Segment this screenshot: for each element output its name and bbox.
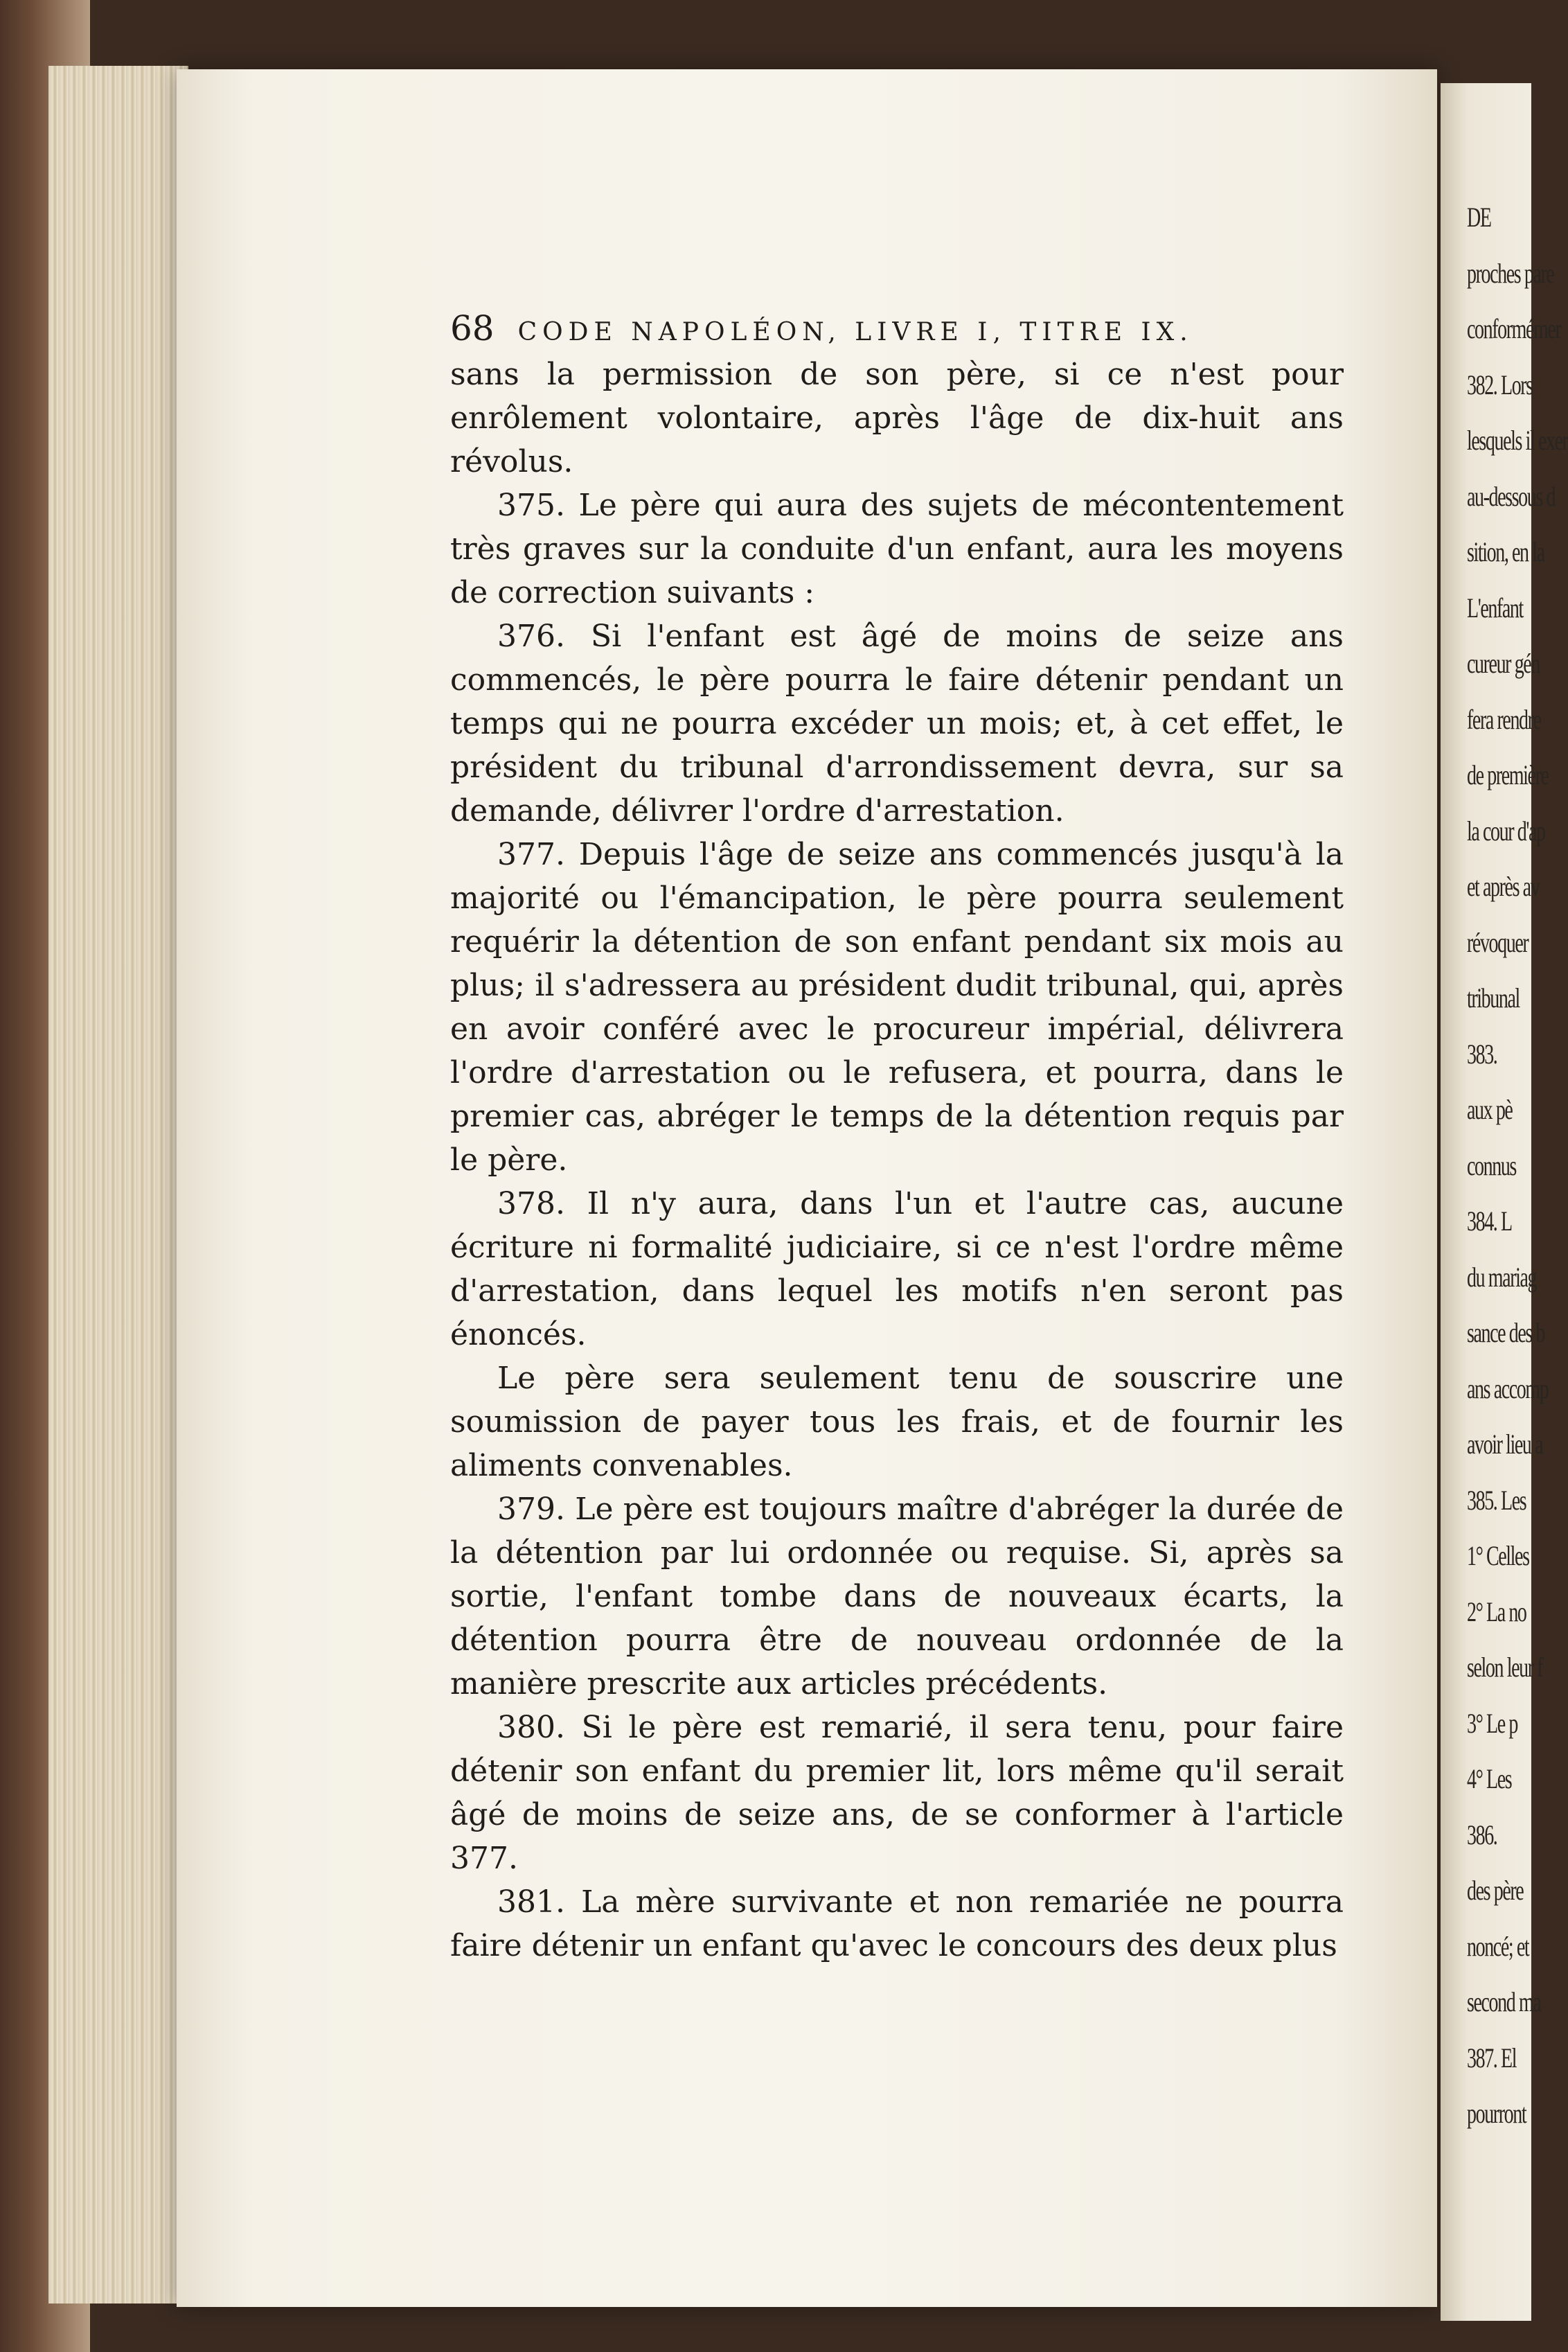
next-page-fragment: du mariag	[1467, 1261, 1537, 1293]
paragraph: Le père sera seulement tenu de souscrire une soumission de payer tous les frais, et de fournir les aliments convenables.	[450, 1361, 1344, 1483]
next-page-fragment: DE	[1467, 202, 1491, 233]
next-page-edge	[1441, 83, 1568, 2321]
next-page-fragment: et après av	[1467, 871, 1540, 902]
next-page-fragment: révoquer	[1467, 926, 1529, 958]
next-page-fragment: second ma	[1467, 1986, 1541, 2017]
page-content	[450, 308, 1344, 1968]
article-379: 379. Le père est toujours maître d'abréger la durée de la détention par lui ordonnée ou requise. Si, après sa sortie, l'enfant tombe dans de nouveaux écarts, la détention pourra être de nouveau ordonnée de la manière prescrite aux articles précédents.	[450, 1492, 1344, 1701]
next-page-fragment: 382. Lors	[1467, 369, 1533, 400]
paragraph: sans la permission de son père, si ce n'est pour enrôlement volontaire, après l'âge de dix-huit ans révolus.	[450, 357, 1344, 479]
next-page-fragment: 386.	[1467, 1819, 1497, 1850]
next-page-fragment: tribunal	[1467, 982, 1520, 1014]
next-page-fragment: conformémer	[1467, 313, 1561, 344]
next-page-fragment: 385. Les	[1467, 1484, 1526, 1516]
next-page-fragment: L'enfant	[1467, 592, 1523, 624]
article-375: 375. Le père qui aura des sujets de mécontentement très graves sur la conduite d'un enfant, aura les moyens de correction suivants :	[450, 488, 1344, 610]
next-page-fragment: de première	[1467, 759, 1549, 790]
article-380: 380. Si le père est remarié, il sera tenu, pour faire détenir son enfant du premier lit, lors même qu'il serait âgé de moins de seize ans, de se conformer à l'article 377.	[450, 1710, 1344, 1876]
body-text	[450, 353, 1344, 1968]
next-page-fragment: avoir lieu a	[1467, 1429, 1543, 1460]
next-page-fragment: 2° La no	[1467, 1595, 1526, 1627]
next-page-fragment: au-dessous d	[1467, 480, 1556, 512]
next-page-fragment: la cour d'ap	[1467, 815, 1545, 847]
next-page-fragment: ans accomp	[1467, 1372, 1549, 1404]
next-page-fragment: aux pè	[1467, 1094, 1513, 1125]
article-377: 377. Depuis l'âge de seize ans commencés jusqu'à la majorité ou l'émancipation, le père pourra seulement requérir la détention de son enfant pendant six mois au plus; il s'adressera au président dudit tribunal, qui, après en avoir conféré avec le procureur impérial, délivrera l'ordre d'arrestation ou le refusera, et pourra, dans le premier cas, abréger le temps de la détention requis par le père.	[450, 837, 1344, 1178]
next-page-fragment: sition, en la	[1467, 536, 1544, 567]
next-page-fragment: pourront	[1467, 2098, 1526, 2129]
next-page-fragment: lesquels il exer	[1467, 425, 1568, 456]
next-page-fragment: 383.	[1467, 1038, 1497, 1070]
next-page-fragment: 3° Le p	[1467, 1707, 1517, 1739]
next-page-fragment: des père	[1467, 1875, 1524, 1906]
next-page-fragment: 384. L	[1467, 1205, 1512, 1237]
running-title: CODE NAPOLÉON, LIVRE I, TITRE IX.	[517, 318, 1193, 346]
page-edges	[48, 66, 188, 2304]
next-page-fragment: fera rendre	[1467, 703, 1541, 735]
next-page-fragment: 1° Celles	[1467, 1540, 1529, 1571]
page-number: 68	[450, 308, 495, 348]
next-page-fragment: proches pare	[1467, 257, 1554, 289]
next-page-fragment: connus	[1467, 1149, 1516, 1181]
next-page-fragment: noncé; et	[1467, 1930, 1529, 1962]
next-page-fragment: cureur gén	[1467, 648, 1540, 679]
page-header	[450, 308, 1344, 348]
article-381: 381. La mère survivante et non remariée ne pourra faire détenir un enfant qu'avec le concours des deux plus	[450, 1884, 1344, 1963]
next-page-fragment: sance des b	[1467, 1317, 1545, 1348]
article-378: 378. Il n'y aura, dans l'un et l'autre cas, aucune écriture ni formalité judiciaire, si ce n'est l'ordre même d'arrestation, dans lequel les motifs n'en seront pas énoncés.	[450, 1186, 1344, 1352]
next-page-fragment: 4° Les	[1467, 1763, 1512, 1794]
next-page-fragment: 387. El	[1467, 2042, 1517, 2074]
next-page-fragment: selon leur f	[1467, 1652, 1543, 1683]
article-376: 376. Si l'enfant est âgé de moins de seize ans commencés, le père pourra le faire détenir pendant un temps qui ne pourra excéder un mois; et, à cet effet, le président du tribunal d'arrondissement devra, sur sa demande, délivrer l'ordre d'arrestation.	[450, 619, 1344, 829]
